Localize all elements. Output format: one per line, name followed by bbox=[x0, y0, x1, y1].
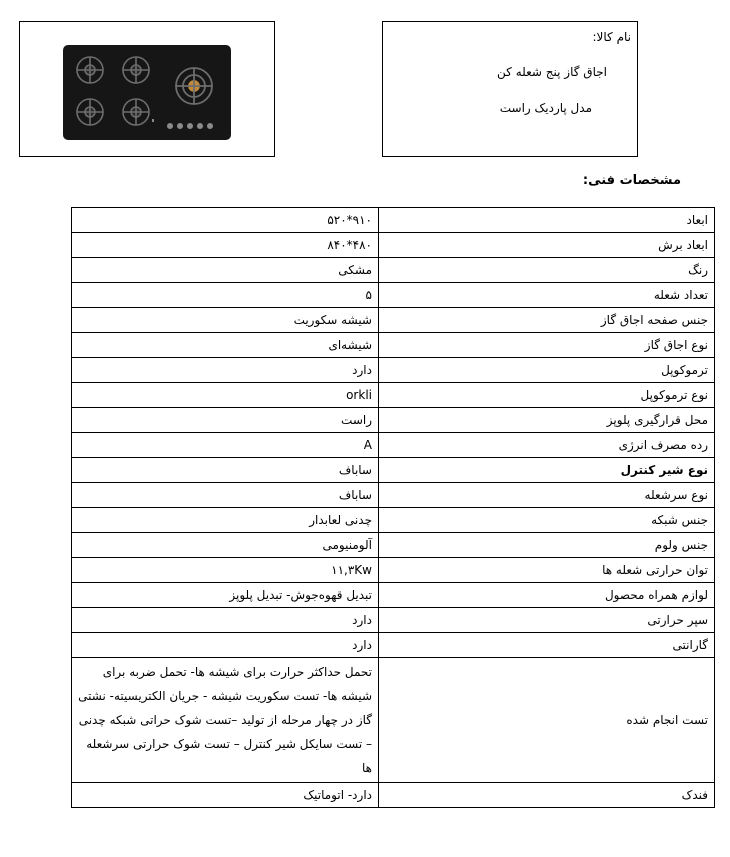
spec-value: تحمل حداکثر حرارت برای شیشه ها- تحمل ضربه برای شیشه ها- تست سکوریت شیشه - جریان الکتریسیته- نشتی گاز در چهار مرحله از تولید –تست شوک حراتی شبکه چدنی – تست سایکل شیر کنترل – تست شوک حرارتی سرشعله ها bbox=[72, 658, 379, 783]
table-row bbox=[72, 308, 715, 333]
spec-label: نوع شیر کنترل bbox=[379, 458, 715, 483]
spec-label: گارانتی bbox=[379, 633, 715, 658]
table-row bbox=[72, 633, 715, 658]
spec-label: سپر حرارتی bbox=[379, 608, 715, 633]
spec-label: ابعاد برش bbox=[379, 233, 715, 258]
product-name-label: نام کالا: bbox=[592, 30, 631, 44]
spec-label: ابعاد bbox=[379, 208, 715, 233]
table-row bbox=[72, 458, 715, 483]
spec-value: دارد bbox=[72, 608, 379, 633]
table-row bbox=[72, 333, 715, 358]
table-row bbox=[72, 658, 715, 783]
table-row bbox=[72, 358, 715, 383]
product-name-box bbox=[382, 21, 638, 157]
table-row bbox=[72, 408, 715, 433]
spec-label: لوازم همراه محصول bbox=[379, 583, 715, 608]
spec-label: جنس صفحه اجاق گاز bbox=[379, 308, 715, 333]
table-row bbox=[72, 483, 715, 508]
table-row bbox=[72, 508, 715, 533]
product-model-line: مدل پاردیک راست bbox=[499, 101, 592, 115]
burner-icon bbox=[123, 99, 149, 125]
specs-table bbox=[71, 207, 715, 808]
product-name-line1: اجاق گاز پنج شعله کن bbox=[497, 65, 607, 79]
spec-value: ۵ bbox=[72, 283, 379, 308]
product-image-frame bbox=[19, 21, 275, 157]
table-row bbox=[72, 533, 715, 558]
spec-value: ساباف bbox=[72, 483, 379, 508]
burner-icon bbox=[77, 99, 103, 125]
table-row bbox=[72, 608, 715, 633]
spec-label: جنس شبکه bbox=[379, 508, 715, 533]
table-row bbox=[72, 208, 715, 233]
spec-value: شیشه‌ای bbox=[72, 333, 379, 358]
spec-value: راست bbox=[72, 408, 379, 433]
spec-value: دارد- اتوماتیک bbox=[72, 783, 379, 808]
table-row bbox=[72, 383, 715, 408]
spec-label: تست انجام شده bbox=[379, 658, 715, 783]
spec-value: A bbox=[72, 433, 379, 458]
spec-value: ساباف bbox=[72, 458, 379, 483]
spec-label: توان حرارتی شعله ها bbox=[379, 558, 715, 583]
table-row bbox=[72, 558, 715, 583]
table-row bbox=[72, 233, 715, 258]
table-row bbox=[72, 783, 715, 808]
spec-value: آلومنیومی bbox=[72, 533, 379, 558]
spec-value: تبدیل قهوه‌جوش- تبدیل پلوپز bbox=[72, 583, 379, 608]
specs-heading: مشخصات فنی: bbox=[582, 173, 681, 188]
table-row bbox=[72, 283, 715, 308]
spec-label: تعداد شعله bbox=[379, 283, 715, 308]
spec-label: جنس ولوم bbox=[379, 533, 715, 558]
spec-label: نوع ترموکوپل bbox=[379, 383, 715, 408]
spec-value: دارد bbox=[72, 358, 379, 383]
wok-burner-icon bbox=[176, 68, 212, 104]
spec-value: شیشه سکوریت bbox=[72, 308, 379, 333]
spec-value: ۴۸۰*۸۴۰ bbox=[72, 233, 379, 258]
spec-value: orkli bbox=[72, 383, 379, 408]
spec-label: فندک bbox=[379, 783, 715, 808]
burner-icon bbox=[77, 57, 103, 83]
table-row bbox=[72, 433, 715, 458]
burner-icon bbox=[123, 57, 149, 83]
spec-label: نوع سرشعله bbox=[379, 483, 715, 508]
spec-label: رنگ bbox=[379, 258, 715, 283]
spec-value: ۹۱۰*۵۲۰ bbox=[72, 208, 379, 233]
gas-hob-image bbox=[20, 22, 274, 156]
spec-value: چدنی لعابدار bbox=[72, 508, 379, 533]
table-row bbox=[72, 583, 715, 608]
spec-value: ۱۱,۳Kw bbox=[72, 558, 379, 583]
spec-value: مشکی bbox=[72, 258, 379, 283]
table-row bbox=[72, 258, 715, 283]
spec-label: رده مصرف انرژی bbox=[379, 433, 715, 458]
spec-value: دارد bbox=[72, 633, 379, 658]
spec-label: ترموکوپل bbox=[379, 358, 715, 383]
spec-label: نوع اجاق گاز bbox=[379, 333, 715, 358]
spec-label: محل قرارگیری پلوپز bbox=[379, 408, 715, 433]
